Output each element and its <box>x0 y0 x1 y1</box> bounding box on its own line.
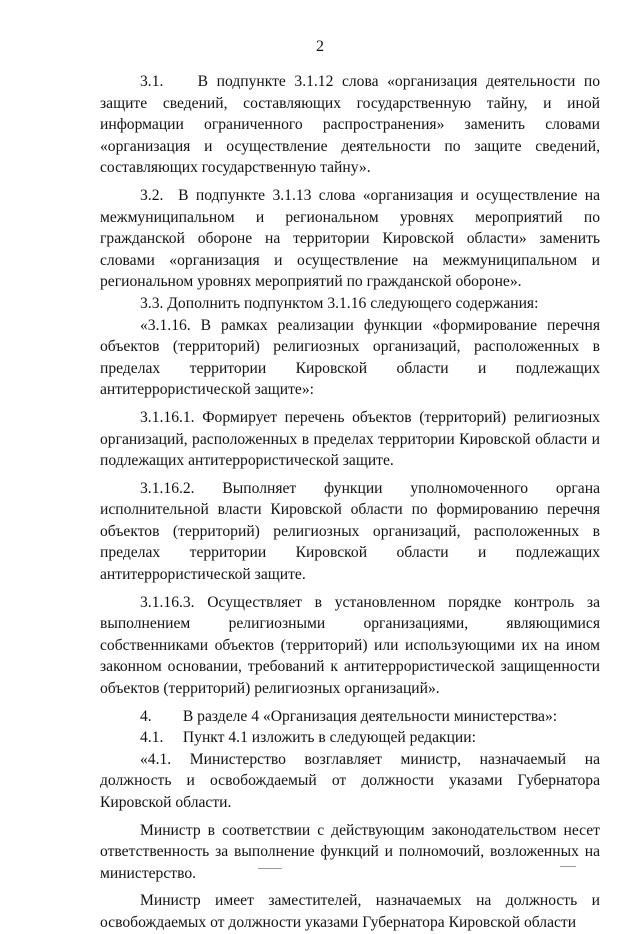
paragraph-4-1: 4.1. Пункт 4.1 изложить в следующей редакции: <box>140 729 476 747</box>
paragraph-4: 4. В разделе 4 «Организация деятельности министерства»: <box>140 707 558 725</box>
paragraph-3-1-16-2: 3.1.16.2. Выполняет функции уполномоченного органа исполнительной власти Кировской области по формированию перечня объектов (территорий) религиозных организаций, расположенных в пределах территории Кировской области и подлежащих антитеррористической защите. <box>100 479 600 584</box>
paragraph-minister-responsibility: Министр в соответствии с действующим законодательством несет ответственность за выполнение функций и полномочий, возложенных на министерство. <box>100 821 600 882</box>
paragraph-3-1-16: «3.1.16. В рамках реализации функции «формирование перечня объектов (территорий) религиозных организаций, расположенных в пределах территории Кировской области и подлежащих антитеррористической защите»: <box>100 316 600 399</box>
paragraph-4-1-text: «4.1. Министерство возглавляет министр, назначаемый на должность и освобождаемый от должности указами Губернатора Кировской области. <box>100 750 600 811</box>
scan-mark-left <box>258 868 282 869</box>
paragraph-3-1: 3.1. В подпункте 3.1.12 слова «организация деятельности по защите сведений, составляющих государственную тайну, и иной информации ограниченного распространения» заменить словами «организация и осуществление деятельности по защите сведений, составляющих государственную тайну». <box>100 73 600 177</box>
scan-mark-right <box>560 866 576 867</box>
document-body <box>100 71 600 934</box>
page-number: 2 <box>316 38 324 55</box>
paragraph-3-2: 3.2. В подпункте 3.1.13 слова «организация и осуществление на межмуниципальном и региональном уровнях мероприятий по гражданской обороне на территории Кировской области» заменить словами «организация и осуществление на межмуниципальном и региональном уровнях мероприятий по гражданской обороне». <box>100 186 600 291</box>
paragraph-3-1-16-3: 3.1.16.3. Осуществляет в установленном порядке контроль за выполнением религиозными организациями, являющимися собственниками объектов (территорий) или использующими их на ином законном основании, требований к антитеррористической защищенности объектов (территорий) религиозных организаций». <box>100 593 600 698</box>
paragraph-3-1-16-1: 3.1.16.1. Формирует перечень объектов (территорий) религиозных организаций, расположенных в пределах территории Кировской области и подлежащих антитеррористической защите. <box>100 408 600 470</box>
paragraph-3-3: 3.3. Дополнить подпунктом 3.1.16 следующего содержания: <box>140 294 539 312</box>
paragraph-minister-deputies: Министр имеет заместителей, назначаемых на должность и освобождаемых от должности указами Губернатора Кировской области <box>100 892 600 931</box>
